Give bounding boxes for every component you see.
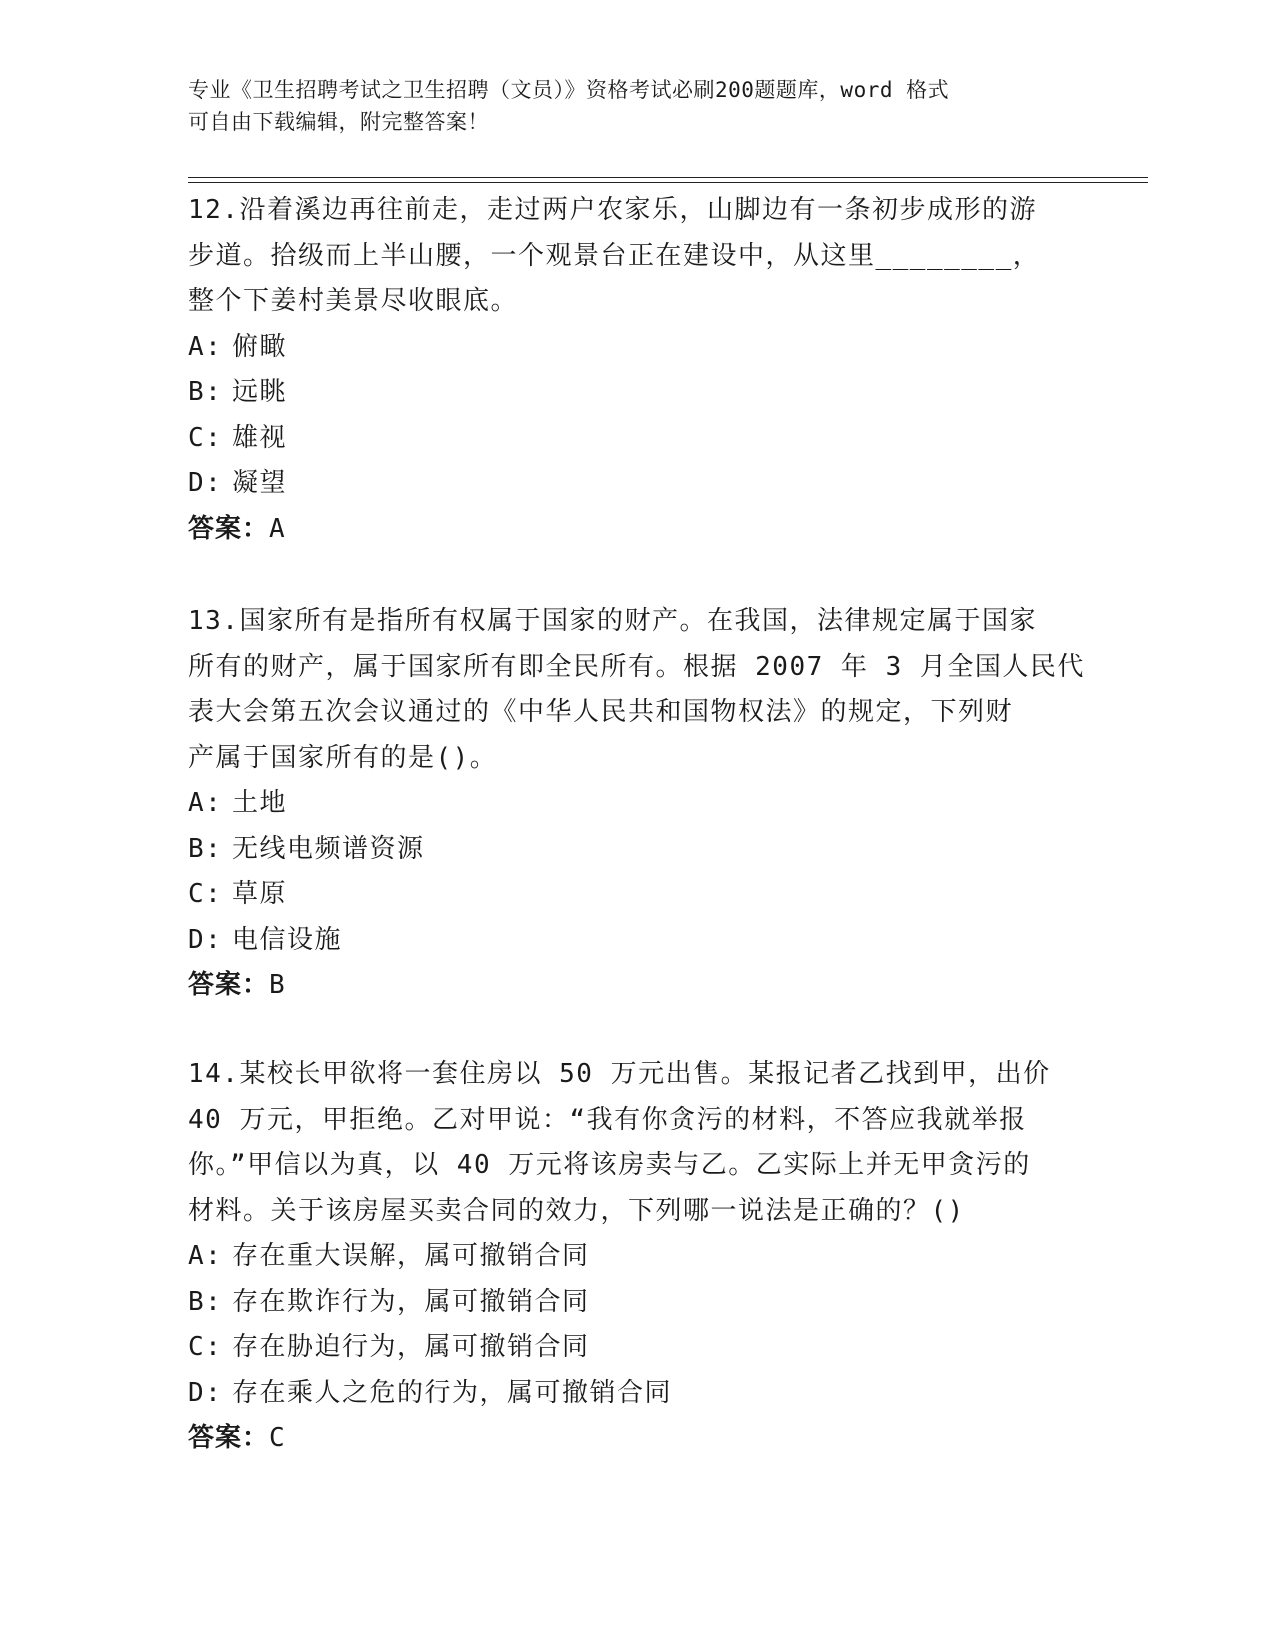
- answer-value: C: [269, 1423, 286, 1453]
- option-letter: D:: [188, 468, 223, 498]
- question-number: 14.: [188, 1059, 240, 1089]
- answer-line: [188, 1416, 1088, 1462]
- question-number: 12.: [188, 195, 240, 225]
- option-text: 雄视: [232, 422, 288, 453]
- option-letter: C:: [188, 1332, 223, 1362]
- option-text: 存在乘人之危的行为，属可撤销合同: [232, 1377, 673, 1408]
- question-line: 材料。关于该房屋买卖合同的效力，下列哪一说法是正确的？(): [188, 1195, 965, 1226]
- answer-label: 答案：: [188, 1423, 270, 1453]
- option-letter: B:: [188, 833, 223, 864]
- question-stem: [188, 188, 1088, 325]
- option-letter: C:: [188, 879, 223, 909]
- answer-value: A: [269, 513, 286, 544]
- option-b: [188, 827, 1088, 873]
- option-text: 土地: [232, 788, 288, 818]
- question-12: [188, 188, 1088, 552]
- question-line: 步道。拾级而上半山腰，一个观景台正在建设中，从这里________，: [188, 240, 1041, 271]
- header-line-1: 专业《卫生招聘考试之卫生招聘（文员）》资格考试必刷200题题库，word 格式: [188, 78, 950, 102]
- option-letter: A:: [188, 1241, 223, 1271]
- option-c: [188, 416, 1088, 462]
- question-line: 14.某校长甲欲将一套住房以 50 万元出售。某报记者乙找到甲，出价: [188, 1059, 1051, 1089]
- option-letter: A:: [188, 788, 223, 818]
- option-d: [188, 918, 1088, 964]
- answer-line: [188, 963, 1088, 1009]
- question-stem: [188, 1052, 1088, 1234]
- question-line: 13.国家所有是指所有权属于国家的财产。在我国，法律规定属于国家: [188, 606, 1037, 636]
- option-text: 存在重大误解，属可撤销合同: [232, 1241, 590, 1271]
- question-line: 12.沿着溪边再往前走，走过两户农家乐，山脚边有一条初步成形的游: [188, 195, 1037, 225]
- question-line: 整个下姜村美景尽收眼底。: [188, 286, 519, 316]
- option-letter: D:: [188, 924, 223, 955]
- question-line: 产属于国家所有的是()。: [188, 742, 498, 773]
- document-header: [188, 74, 1088, 138]
- option-b: [188, 370, 1088, 416]
- question-line: 所有的财产，属于国家所有即全民所有。根据 2007 年 3 月全国人民代: [188, 651, 1085, 682]
- option-a: [188, 1234, 1088, 1280]
- question-line: 表大会第五次会议通过的《中华人民共和国物权法》的规定，下列财: [188, 697, 1014, 727]
- question-14: [188, 1052, 1088, 1462]
- option-c: [188, 1325, 1088, 1371]
- option-letter: B:: [188, 1286, 223, 1317]
- option-text: 电信设施: [232, 924, 343, 955]
- question-line: 你。”甲信以为真，以 40 万元将该房卖与乙。乙实际上并无甲贪污的: [188, 1150, 1031, 1180]
- question-13: [188, 599, 1088, 1009]
- question-number: 13.: [188, 606, 240, 636]
- option-a: [188, 781, 1088, 827]
- answer-label: 答案：: [188, 970, 270, 1000]
- answer-label: 答案：: [188, 513, 270, 544]
- option-text: 俯瞰: [232, 331, 288, 362]
- option-letter: D:: [188, 1377, 223, 1408]
- answer-line: [188, 507, 1088, 553]
- option-c: [188, 872, 1088, 918]
- option-letter: B:: [188, 377, 223, 407]
- header-divider-top: [188, 177, 1148, 178]
- header-line-2: 可自由下载编辑，附完整答案！: [188, 110, 489, 134]
- option-text: 存在欺诈行为，属可撤销合同: [232, 1286, 590, 1317]
- option-letter: A:: [188, 331, 223, 362]
- option-text: 存在胁迫行为，属可撤销合同: [232, 1332, 590, 1362]
- option-letter: C:: [188, 422, 223, 453]
- option-text: 无线电频谱资源: [232, 833, 425, 864]
- option-text: 远眺: [232, 377, 288, 407]
- option-a: [188, 325, 1088, 371]
- option-d: [188, 461, 1088, 507]
- question-line: 40 万元，甲拒绝。乙对甲说：“我有你贪污的材料，不答应我就举报: [188, 1104, 1027, 1135]
- option-text: 凝望: [232, 468, 288, 498]
- option-b: [188, 1280, 1088, 1326]
- option-text: 草原: [232, 879, 288, 909]
- header-divider-bottom: [188, 182, 1148, 183]
- question-stem: [188, 599, 1088, 781]
- option-d: [188, 1371, 1088, 1417]
- answer-value: B: [269, 970, 286, 1000]
